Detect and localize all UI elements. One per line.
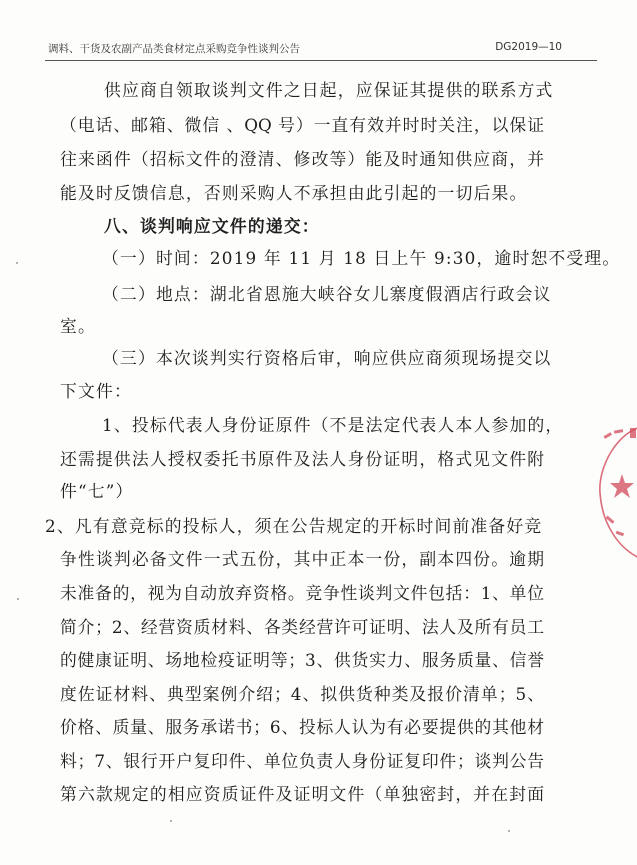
body-line-3: 往来函件（招标文件的澄清、修改等）能及时通知供应商，并 [60,149,544,169]
header-title: 调料、干货及农副产品类食材定点采购竞争性谈判公告 [48,43,300,55]
list-item-1: 1、投标代表人身份证原件（不是法定代表人本人参加的， [102,415,564,435]
list-item-2-cont-1: 争性谈判必备文件一式五份，其中正本一份，副本四份。逾期 [60,549,544,569]
body-line-docs: 下文件： [60,381,132,401]
list-item-2-cont-4: 的健康证明、场地检疫证明等；3、供货实力、服务质量、信誉 [60,650,544,670]
list-item-2: 2、凡有意竞标的投标人，须在公告规定的开标时间前准备好竞 [45,516,543,536]
list-item-2-cont-7: 料；7、银行开户复印件、单位负责人身份证复印件；谈判公告 [60,751,544,771]
body-line-room: 室。 [60,316,96,336]
list-item-1-end: 件“七”） [60,481,134,501]
list-item-2-cont-6: 价格、质量、服务承诺书；6、投标人认为有必要提供的其他材 [60,717,544,737]
body-line-4: 能及时反馈信息，否则采购人不承担由此引起的一切后果。 [60,183,528,203]
body-line-review: （三）本次谈判实行资格后审，响应供应商须现场提交以 [102,348,552,368]
page-header [48,41,596,61]
section-heading-8: 八、谈判响应文件的递交： [104,216,320,236]
header-rule [45,60,597,61]
list-item-1-cont: 还需提供法人授权委托书原件及法人身份证明，格式见文件附 [60,449,544,469]
body-line-1: 供应商自领取谈判文件之日起，应保证其提供的联系方式 [104,80,554,100]
body-line-time: （一）时间：2019 年 11 月 18 日上午 9:30，逾时恕不受理。 [102,248,621,268]
list-item-2-cont-5: 度佐证材料、典型案例介绍；4、拟供货种类及报价清单；5、 [60,684,544,704]
header-doc-number: DG2019—10 [495,41,562,53]
red-seal-stamp [586,418,637,568]
body-line-2: （电话、邮箱、微信 、QQ 号）一直有效并时时关注，以保证 [60,115,544,135]
list-item-2-cont-8: 第六款规定的相应资质证件及证明文件（单独密封，并在封面 [60,784,544,804]
body-line-location: （二）地点：湖北省恩施大峡谷女儿寨度假酒店行政会议 [102,284,552,304]
list-item-2-cont-3: 简介；2、经营资质材料、各类经营许可证明、法人及所有员工 [60,617,544,637]
list-item-2-cont-2: 未准备的，视为自动放弃资格。竞争性谈判文件包括：1、单位 [60,583,544,603]
